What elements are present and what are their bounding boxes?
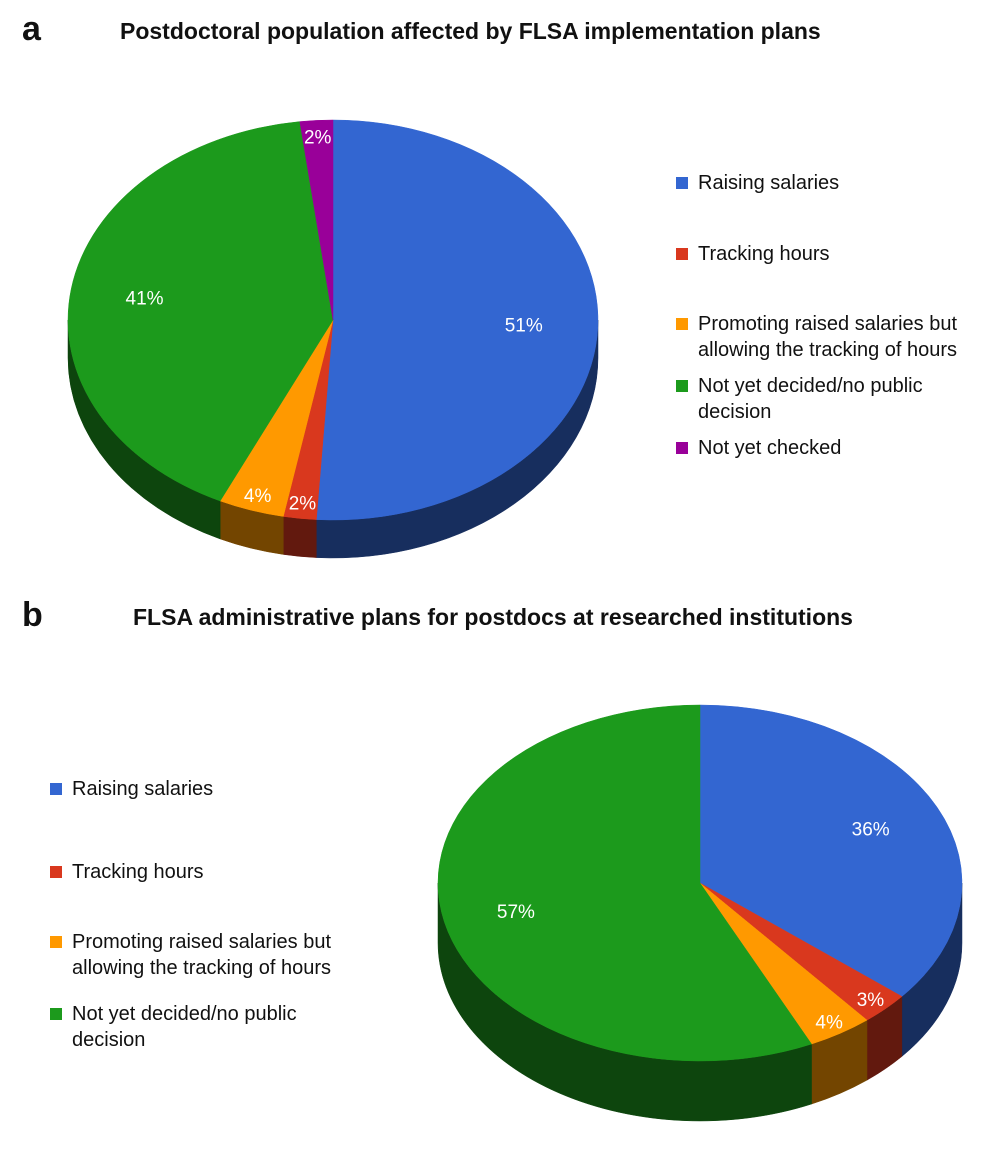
- panel-letter-a: a: [22, 10, 41, 48]
- data-label: 51%: [504, 315, 543, 337]
- data-label: 36%: [851, 819, 890, 841]
- legend-item-raising-salaries: Raising salaries: [676, 170, 996, 196]
- data-label: 3%: [856, 989, 885, 1011]
- legend-item-promoting-raised-salaries: Promoting raised salaries but allowing the tracking of hours: [50, 929, 372, 981]
- legend-b: [50, 776, 380, 1053]
- legend-item-tracking-hours: Tracking hours: [50, 859, 380, 885]
- data-label: 4%: [243, 485, 272, 507]
- legend-item-not-yet-decided: Not yet decided/no public decision: [676, 373, 988, 425]
- legend-item-tracking-hours: Tracking hours: [676, 241, 996, 267]
- data-label: 4%: [815, 1012, 843, 1034]
- legend-swatch: [50, 1008, 62, 1020]
- legend-swatch: [50, 866, 62, 878]
- data-label: 57%: [496, 901, 535, 923]
- data-label: 2%: [303, 127, 332, 149]
- data-label: 2%: [288, 493, 317, 515]
- legend-item-raising-salaries: Raising salaries: [50, 776, 380, 802]
- panel-letter-b: b: [22, 596, 43, 634]
- chart-title-b: FLSA administrative plans for postdocs at researched institutions: [133, 604, 853, 630]
- legend-swatch: [50, 783, 62, 795]
- data-label: 41%: [125, 288, 164, 310]
- legend-item-not-yet-decided: Not yet decided/no public decision: [50, 1001, 362, 1053]
- legend-item-not-yet-checked: Not yet checked: [676, 435, 996, 461]
- chart-title-a: Postdoctoral population affected by FLSA implementation plans: [120, 18, 821, 44]
- legend-item-promoting-raised-salaries: Promoting raised salaries but allowing the tracking of hours: [676, 311, 998, 363]
- legend-swatch: [50, 936, 62, 948]
